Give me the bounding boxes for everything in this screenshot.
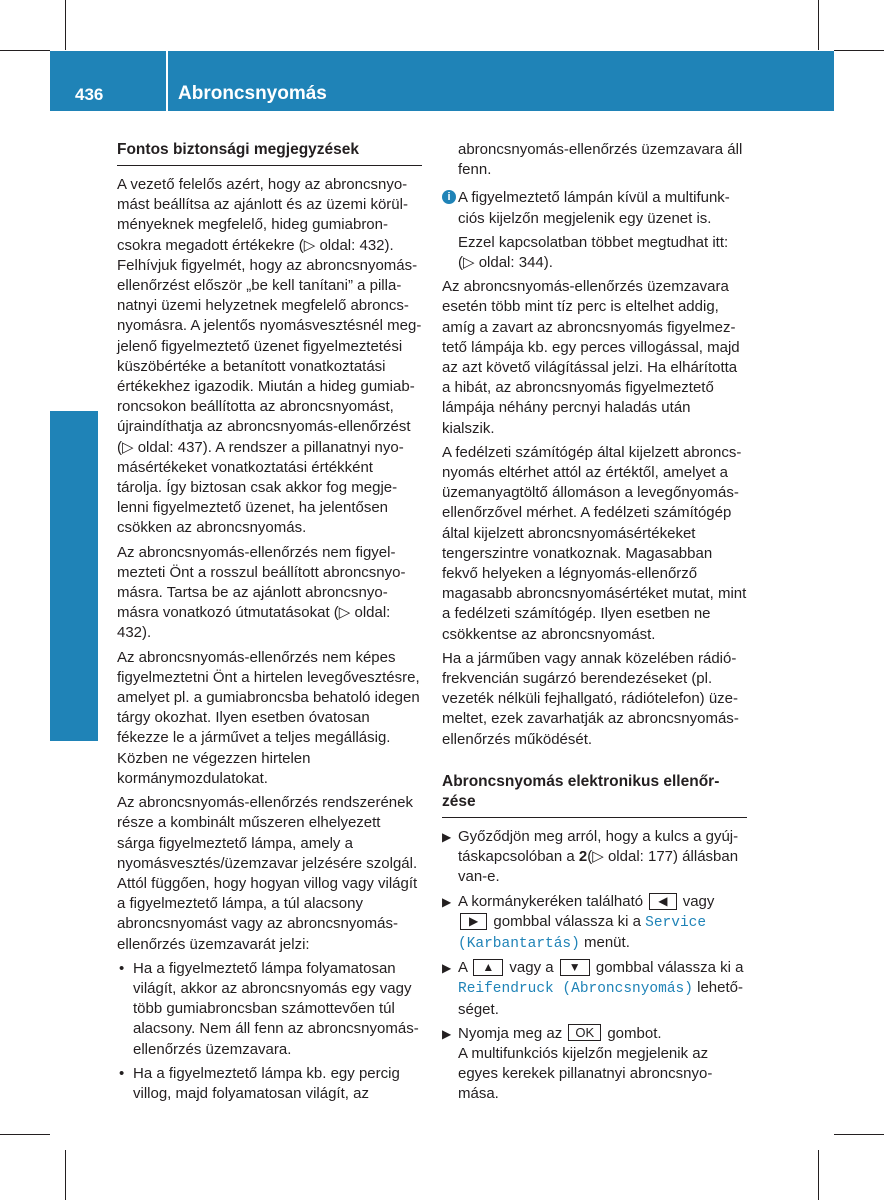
body-paragraph: Ha a járműben vagy annak közelében rádiófrekvencián sugárzó berendezéseket (pl. vezeték nélküli fejhallgató, rádiótelefon) üzemeltet, ezek zavarhatják az abroncsnyomásellenőrzés működését.	[442, 649, 739, 748]
header-divider	[166, 51, 168, 111]
step-item	[442, 1024, 747, 1105]
step-text: vagy	[682, 892, 715, 910]
step-text: menüt.	[584, 933, 630, 951]
crop-mark	[818, 0, 819, 50]
bullet-text: Ha a figyelmeztető lámpa folyamatosan világít, akkor az abroncsnyomás egy vagy több gumiabroncsban számottevően túl alacsony. Nem áll fenn az abroncsnyomásellenőrzés üzemzavara.	[133, 959, 419, 1058]
page-title: Abroncsnyomás	[178, 83, 327, 104]
step-text: A	[458, 959, 468, 977]
step-text: A kormánykeréken található	[458, 892, 644, 910]
info-note	[442, 188, 747, 228]
step-result: A multifunkciós kijelzőn megjelenik az egyes kerekek pillanatnyi abroncsnyomása.	[458, 1044, 713, 1103]
body-paragraph: Az abroncsnyomás-ellenőrzés nem figyelmezteti Önt a rosszul beállított abroncsnyomásra. Tartsa be az ajánlott abroncsnyomásra vonatkozó útmutatásokat (▷ oldal: 432).	[117, 543, 406, 642]
crop-mark	[65, 1150, 66, 1200]
step-arrow-icon: ▶	[442, 1026, 452, 1041]
step-arrow-icon: ▶	[442, 961, 452, 976]
info-icon: i	[442, 190, 456, 204]
step-text: vagy a	[509, 959, 554, 977]
crop-mark	[0, 50, 50, 51]
crop-mark	[0, 1134, 50, 1135]
body-paragraph: A vezető felelős azért, hogy az abroncsnyomást beállítsa az ajánlott és az üzemi körülményeknek megfelelő, hideg gumiabroncsokra megadott értékekre (▷ oldal: 432). Felhívjuk figyelmét, hogy az abroncsnyomásellenőrzést először „be kell tanítani” a pillanatnyi üzemi helyzetnek megfelelő abroncsnyomásra. A jelentős nyomásvesztésnél megjelenő figyelmeztető üzenet figyelmeztetési küszöbértéke a betanított vonatkoztatási értékekhez igazodik. Miután a hideg gumiabroncsokon beállította az abroncsnyomást, újraindíthatja az abroncsnyomás-ellenőrzést (▷ oldal: 437). A rendszer a pillanatnyi nyomásértékeket vonatkoztatási értékként tárolja. Így biztosan csak akkor fog megjelenni figyelmeztető üzenet, ha jelentősen csökken az abroncsnyomás.	[117, 176, 422, 537]
step-text: gombbal válassza ki a	[493, 912, 641, 930]
step-text: (▷ oldal: 177) állásban van-e.	[458, 848, 739, 886]
key-position: 2	[578, 848, 588, 866]
menu-name: Reifendruck (Abroncsnyomás)	[458, 981, 693, 998]
section-heading: Abroncsnyomás elektronikus ellenőrzése	[442, 772, 747, 818]
page-number: 436	[75, 85, 104, 104]
menu-name: Service (Karbantartás)	[458, 914, 707, 952]
info-more: Ezzel kapcsolatban többet megtudhat itt: (▷ oldal: 344).	[458, 233, 729, 272]
step-item	[442, 892, 747, 955]
right-column	[442, 140, 747, 1109]
bullet-item	[117, 959, 422, 1060]
right-button-key: ▶	[460, 913, 487, 930]
body-paragraph: A fedélzeti számítógép által kijelzett abroncsnyomás eltérhet attól az értéktől, amelyet a üzemanyagtöltő állomáson a levegőnyomásellenőrzővel mérhet. A fedélzeti számítógép által kijelzett abroncsnyomásértékeket tengerszintre vonatkoznak. Magasabban fekvő helyeken a légnyomás-ellenőrző magasabb abroncsnyomásértéket mutat, mint a fedélzeti számítógép. Ilyen esetben ne csökkentse az abroncsnyomást.	[442, 443, 747, 643]
step-text: lehetőséget.	[458, 979, 743, 1018]
bullet-item	[117, 1064, 422, 1104]
left-button-key: ◀	[649, 893, 676, 910]
up-button-key: ▲	[473, 959, 503, 976]
section-heading: Fontos biztonsági megjegyzések	[117, 140, 422, 166]
ok-button-key: OK	[568, 1024, 601, 1041]
step-item	[442, 827, 747, 888]
crop-mark	[834, 50, 884, 51]
step-text: gombbal válassza ki a	[595, 959, 744, 977]
bullet-continuation: abroncsnyomás-ellenőrzés üzemzavara áll fenn.	[458, 141, 743, 179]
step-text: Győződjön meg arról, hogy a kulcs a gyújtáskapcsolóban a	[458, 827, 739, 866]
chapter-tab	[50, 122, 98, 741]
body-paragraph: Az abroncsnyomás-ellenőrzés üzemzavara esetén több mint tíz perc is eltelhet addig, amíg a zavart az abroncsnyomás figyelmeztető lámpája kb. egy perces villogással, majd az azt követő világítással jelzi. Ha elhárította a hibát, az abroncsnyomás figyelmeztető lámpája néhány percnyi haladás után kialszik.	[442, 278, 740, 437]
crop-mark	[65, 0, 66, 50]
bullet-icon: •	[119, 959, 125, 977]
bullet-text: Ha a figyelmeztető lámpa kb. egy percig villog, majd folyamatosan világít, az	[133, 1064, 400, 1102]
step-arrow-icon: ▶	[442, 829, 452, 844]
step-arrow-icon: ▶	[442, 894, 452, 909]
body-paragraph: Az abroncsnyomás-ellenőrzés nem képes figyelmeztetni Önt a hirtelen levegővesztésre, amelyet pl. a gumiabroncsba behatoló idegen tárgy okozhat. Ilyen esetben óvatosan fékezze le a járművet a teljes megállásig. Közben ne végezzen hirtelen kormánymozdulatokat.	[117, 648, 420, 787]
left-column	[117, 140, 422, 1108]
page-header	[50, 51, 834, 111]
body-paragraph: Az abroncsnyomás-ellenőrzés rendszerének része a kombinált műszeren elhelyezett sárga figyelmeztető lámpa, amely a nyomásvesztés/üzemzavar jelzésére szolgál. Attól függően, hogy hogyan villog vagy világít a figyelmeztető lámpa, a túl alacsony abroncsnyomást vagy az abroncsnyomás-ellenőrzés üzemzavarát jelzi:	[117, 794, 418, 953]
bullet-icon: •	[119, 1064, 125, 1082]
step-item	[442, 958, 747, 1020]
chapter-tab-label: Kerekek és gumiabroncsok	[75, 122, 98, 396]
down-button-key: ▼	[560, 959, 590, 976]
step-text: Nyomja meg az	[458, 1024, 563, 1042]
crop-mark	[818, 1150, 819, 1200]
crop-mark	[834, 1134, 884, 1135]
step-text: gombot.	[607, 1024, 662, 1042]
info-text: A figyelmeztető lámpán kívül a multifunkciós kijelzőn megjelenik egy üzenet is.	[458, 189, 730, 227]
